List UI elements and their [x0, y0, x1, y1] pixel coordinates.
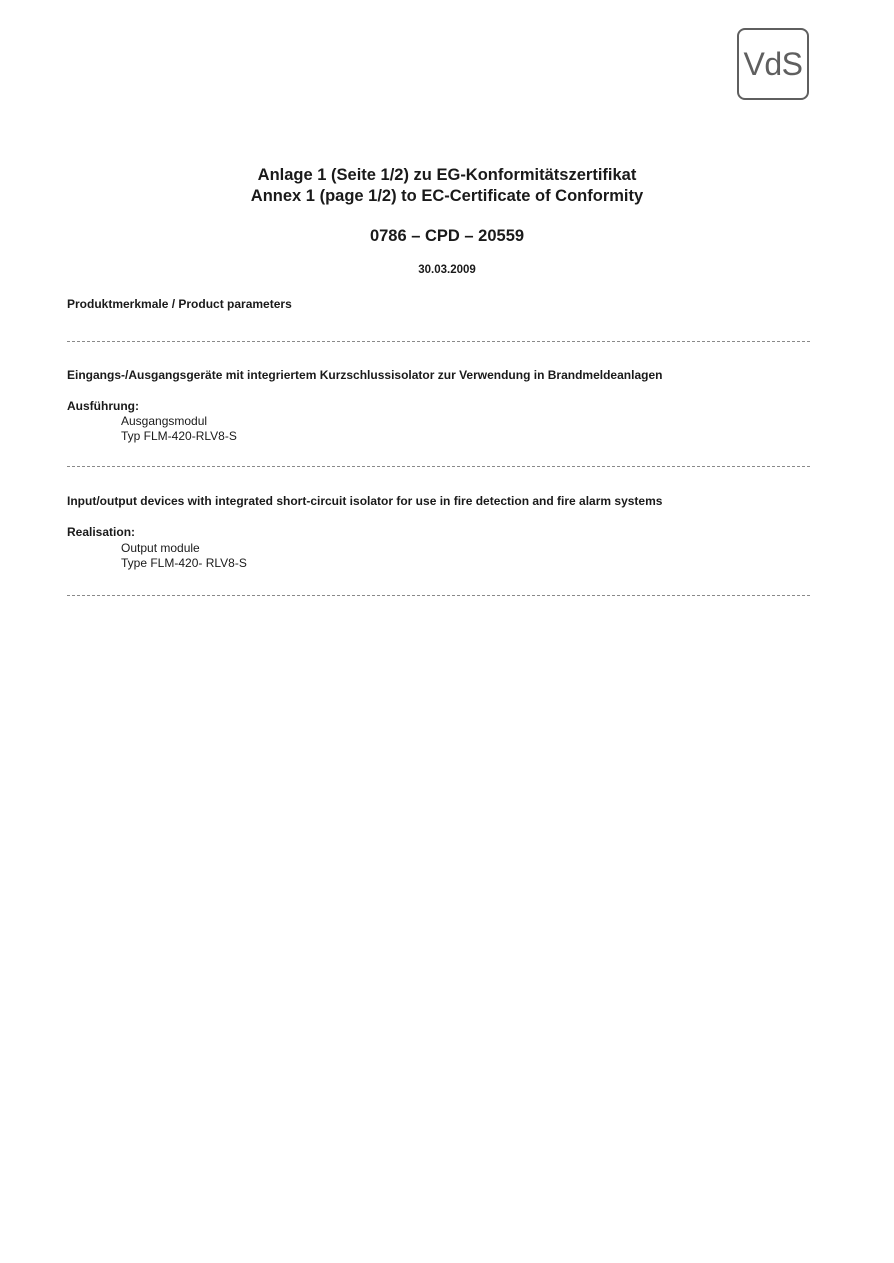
- product-parameters-heading: Produktmerkmale / Product parameters: [67, 297, 292, 311]
- certificate-number: 0786 – CPD – 20559: [369, 227, 525, 245]
- english-section-heading: Input/output devices with integrated short-circuit isolator for use in fire detection and fire alarm systems: [67, 494, 663, 508]
- certificate-date: 30.03.2009: [418, 264, 476, 276]
- title-english: Annex 1 (page 1/2) to EC-Certificate of Conformity: [250, 187, 644, 205]
- title-german: Anlage 1 (Seite 1/2) zu EG-Konformitätszertifikat: [257, 166, 637, 184]
- divider: [67, 341, 810, 342]
- vds-logo: [737, 28, 809, 100]
- english-module-name: Output module: [121, 541, 200, 555]
- german-section-heading: Eingangs-/Ausgangsgeräte mit integriertem Kurzschlussisolator zur Verwendung in Brandmeldeanlagen: [67, 368, 663, 382]
- divider: [67, 595, 810, 596]
- divider: [67, 466, 810, 467]
- german-module-type: Typ FLM-420-RLV8-S: [121, 429, 237, 443]
- english-module-type: Type FLM-420- RLV8-S: [121, 556, 247, 570]
- german-realisation-label: Ausführung:: [67, 399, 139, 413]
- english-realisation-label: Realisation:: [67, 525, 136, 539]
- vds-logo-text: VdS: [743, 45, 803, 82]
- german-module-name: Ausgangsmodul: [121, 414, 208, 428]
